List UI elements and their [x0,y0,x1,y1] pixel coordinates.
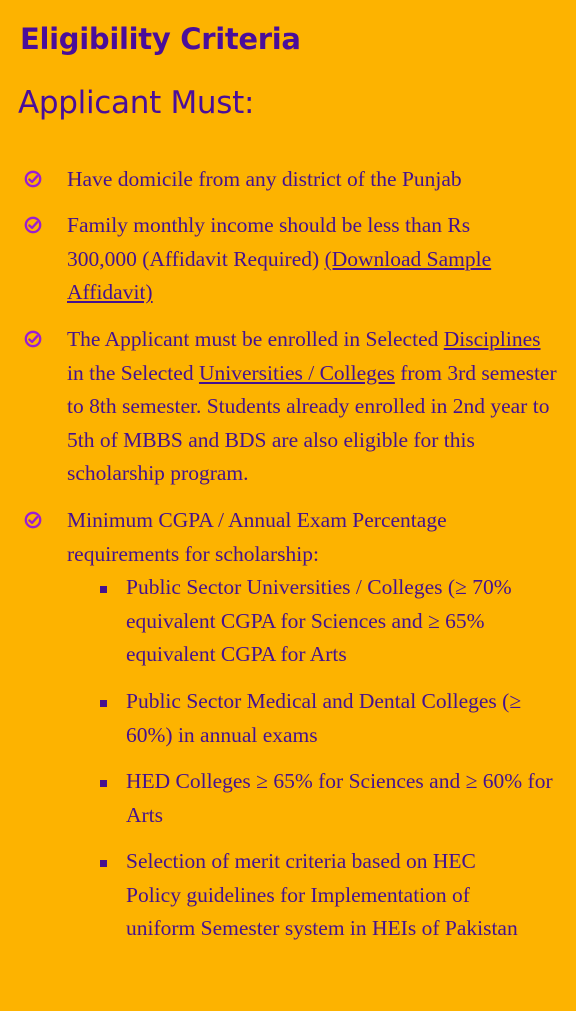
section-subtitle: Applicant Must: [18,85,255,121]
check-circle-icon [24,330,42,348]
sub-item-text: HED Colleges ≥ 65% for Sciences and ≥ 60% for Arts [126,769,553,827]
criteria-text: Minimum CGPA / Annual Exam Percentage requirements for scholarship: [67,508,447,566]
disciplines-link[interactable]: Disciplines [443,327,541,351]
income-text: Family monthly income should be less than Rs 300,000 (Affidavit Required) [67,213,471,271]
criteria-text [67,209,537,310]
square-bullet-icon [100,586,107,593]
sub-item-text: Public Sector Medical and Dental Colleges (≥ 60%) in annual exams [126,689,522,747]
check-circle-icon [24,216,42,234]
enrollment-text: in the Selected [67,360,199,385]
square-bullet-icon [100,860,107,867]
square-bullet-icon [100,780,107,787]
enrollment-text: from 3rd semester to 8th semester. Students already enrolled in 2nd year to 5th of MBBS and BDS are also eligible for this scholarship program. [67,360,557,485]
sub-item-text: Selection of merit criteria based on HEC Policy guidelines for Implementation of uniform Semester system in HEIs of Pakistan [126,849,518,940]
sub-item-text: Public Sector Universities / Colleges (≥ 70% equivalent CGPA for Sciences and ≥ 65% equivalent CGPA for Arts [126,575,512,666]
check-circle-icon [24,511,42,529]
square-bullet-icon [100,700,107,707]
enrollment-text: The Applicant must be enrolled in Selected [67,327,444,351]
page-title: Eligibility Criteria [20,22,301,56]
criteria-text [67,323,557,491]
download-affidavit-link[interactable]: (Download Sample Affidavit) [67,246,492,304]
criteria-text: Have domicile from any district of the Punjab [67,167,462,191]
check-circle-icon [24,170,42,188]
universities-colleges-link[interactable]: Universities / Colleges [198,360,395,385]
